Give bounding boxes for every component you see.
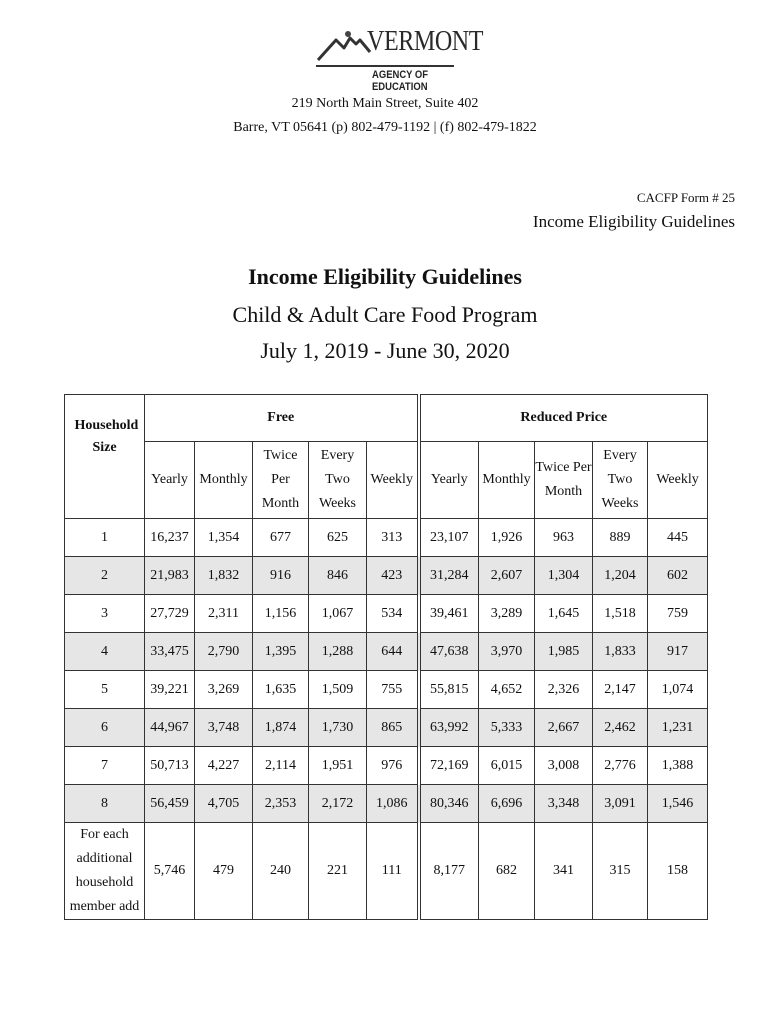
reduced-value-cell: 4,652	[479, 671, 535, 709]
free-header: Free	[145, 395, 419, 442]
reduced-value-cell: 1,074	[648, 671, 708, 709]
reduced-value-cell: 6,015	[479, 747, 535, 785]
reduced-value-cell: 341	[535, 823, 593, 920]
free-value-cell: 1,354	[195, 519, 253, 557]
free-value-cell: 50,713	[145, 747, 195, 785]
income-guidelines-table	[64, 394, 708, 920]
column-header-reduced: Twice Per Month	[535, 442, 593, 519]
reduced-value-cell: 1,833	[593, 633, 648, 671]
reduced-value-cell: 80,346	[419, 785, 479, 823]
column-header-free: Monthly	[195, 442, 253, 519]
column-header-reduced: Monthly	[479, 442, 535, 519]
free-value-cell: 846	[309, 557, 367, 595]
program-name: Child & Adult Care Food Program	[232, 302, 538, 327]
free-value-cell: 677	[253, 519, 309, 557]
free-value-cell: 1,874	[253, 709, 309, 747]
free-value-cell: 916	[253, 557, 309, 595]
free-value-cell: 2,114	[253, 747, 309, 785]
free-value-cell: 1,635	[253, 671, 309, 709]
reduced-value-cell: 759	[648, 595, 708, 633]
column-header-reduced: Weekly	[648, 442, 708, 519]
reduced-value-cell: 8,177	[419, 823, 479, 920]
free-value-cell: 1,288	[309, 633, 367, 671]
column-headers	[65, 442, 708, 519]
reduced-value-cell: 31,284	[419, 557, 479, 595]
reduced-value-cell: 2,147	[593, 671, 648, 709]
table-row	[65, 823, 708, 920]
reduced-value-cell: 3,091	[593, 785, 648, 823]
page-title: Income Eligibility Guidelines	[248, 264, 522, 289]
reduced-value-cell: 2,776	[593, 747, 648, 785]
reduced-value-cell: 3,970	[479, 633, 535, 671]
free-value-cell: 44,967	[145, 709, 195, 747]
agency-logo	[316, 26, 484, 93]
logo-subtitle: AGENCY OF EDUCATION	[372, 69, 429, 93]
mountain-logo-icon	[316, 28, 372, 64]
reduced-value-cell: 889	[593, 519, 648, 557]
reduced-value-cell: 1,388	[648, 747, 708, 785]
reduced-value-cell: 1,546	[648, 785, 708, 823]
reduced-value-cell: 55,815	[419, 671, 479, 709]
table-row	[65, 633, 708, 671]
address-line-2: Barre, VT 05641 (p) 802-479-1192 | (f) 802-479-1822	[233, 120, 537, 135]
table-row	[65, 519, 708, 557]
reduced-value-cell: 3,348	[535, 785, 593, 823]
table-row	[65, 747, 708, 785]
program-period: July 1, 2019 - June 30, 2020	[260, 338, 510, 363]
reduced-value-cell: 1,231	[648, 709, 708, 747]
free-value-cell: 2,353	[253, 785, 309, 823]
household-size-cell: 1	[65, 519, 145, 557]
reduced-value-cell: 47,638	[419, 633, 479, 671]
household-size-cell: 7	[65, 747, 145, 785]
reduced-value-cell: 3,289	[479, 595, 535, 633]
free-value-cell: 39,221	[145, 671, 195, 709]
free-value-cell: 1,395	[253, 633, 309, 671]
free-value-cell: 1,730	[309, 709, 367, 747]
reduced-value-cell: 1,304	[535, 557, 593, 595]
household-size-cell: 8	[65, 785, 145, 823]
column-header-free: Twice Per Month	[253, 442, 309, 519]
free-value-cell: 111	[367, 823, 419, 920]
reduced-value-cell: 917	[648, 633, 708, 671]
free-value-cell: 4,227	[195, 747, 253, 785]
free-value-cell: 5,746	[145, 823, 195, 920]
reduced-value-cell: 1,204	[593, 557, 648, 595]
reduced-value-cell: 1,985	[535, 633, 593, 671]
table-row	[65, 671, 708, 709]
free-value-cell: 3,748	[195, 709, 253, 747]
reduced-value-cell: 3,008	[535, 747, 593, 785]
table-row	[65, 557, 708, 595]
column-header-free: Weekly	[367, 442, 419, 519]
household-size-cell: 6	[65, 709, 145, 747]
household-size-cell: 5	[65, 671, 145, 709]
reduced-value-cell: 63,992	[419, 709, 479, 747]
reduced-value-cell: 2,462	[593, 709, 648, 747]
free-value-cell: 3,269	[195, 671, 253, 709]
free-value-cell: 479	[195, 823, 253, 920]
reduced-value-cell: 2,667	[535, 709, 593, 747]
column-header-free: Every Two Weeks	[309, 442, 367, 519]
free-value-cell: 1,951	[309, 747, 367, 785]
free-value-cell: 27,729	[145, 595, 195, 633]
free-value-cell: 2,172	[309, 785, 367, 823]
free-value-cell: 534	[367, 595, 419, 633]
reduced-value-cell: 158	[648, 823, 708, 920]
reduced-value-cell: 1,518	[593, 595, 648, 633]
reduced-value-cell: 5,333	[479, 709, 535, 747]
reduced-value-cell: 315	[593, 823, 648, 920]
household-size-cell: 4	[65, 633, 145, 671]
reduced-value-cell: 6,696	[479, 785, 535, 823]
table-row	[65, 709, 708, 747]
logo-word: VERMONT	[367, 26, 484, 57]
household-size-header: Household Size	[65, 395, 145, 519]
column-header-free: Yearly	[145, 442, 195, 519]
form-name: Income Eligibility Guidelines	[532, 212, 735, 231]
household-size-cell: 2	[65, 557, 145, 595]
reduced-value-cell: 72,169	[419, 747, 479, 785]
reduced-value-cell: 1,645	[535, 595, 593, 633]
reduced-value-cell: 39,461	[419, 595, 479, 633]
address-line-1: 219 North Main Street, Suite 402	[291, 96, 479, 111]
logo-rule	[316, 65, 454, 67]
free-value-cell: 1,832	[195, 557, 253, 595]
free-value-cell: 1,067	[309, 595, 367, 633]
free-value-cell: 221	[309, 823, 367, 920]
reduced-value-cell: 1,926	[479, 519, 535, 557]
table-row	[65, 785, 708, 823]
household-size-cell: For each additional household member add	[65, 823, 145, 920]
form-number: CACFP Form # 25	[636, 190, 735, 205]
free-value-cell: 21,983	[145, 557, 195, 595]
free-value-cell: 56,459	[145, 785, 195, 823]
table-row	[65, 595, 708, 633]
free-value-cell: 625	[309, 519, 367, 557]
free-value-cell: 33,475	[145, 633, 195, 671]
free-value-cell: 1,509	[309, 671, 367, 709]
reduced-value-cell: 2,607	[479, 557, 535, 595]
reduced-value-cell: 682	[479, 823, 535, 920]
free-value-cell: 1,156	[253, 595, 309, 633]
reduced-price-header: Reduced Price	[419, 395, 708, 442]
free-value-cell: 976	[367, 747, 419, 785]
free-value-cell: 2,311	[195, 595, 253, 633]
free-value-cell: 755	[367, 671, 419, 709]
free-value-cell: 313	[367, 519, 419, 557]
reduced-value-cell: 23,107	[419, 519, 479, 557]
household-size-cell: 3	[65, 595, 145, 633]
free-value-cell: 4,705	[195, 785, 253, 823]
free-value-cell: 16,237	[145, 519, 195, 557]
free-value-cell: 2,790	[195, 633, 253, 671]
free-value-cell: 240	[253, 823, 309, 920]
reduced-value-cell: 963	[535, 519, 593, 557]
reduced-value-cell: 602	[648, 557, 708, 595]
reduced-value-cell: 2,326	[535, 671, 593, 709]
free-value-cell: 423	[367, 557, 419, 595]
free-value-cell: 644	[367, 633, 419, 671]
free-value-cell: 865	[367, 709, 419, 747]
reduced-value-cell: 445	[648, 519, 708, 557]
free-value-cell: 1,086	[367, 785, 419, 823]
column-header-reduced: Yearly	[419, 442, 479, 519]
column-header-reduced: Every Two Weeks	[593, 442, 648, 519]
